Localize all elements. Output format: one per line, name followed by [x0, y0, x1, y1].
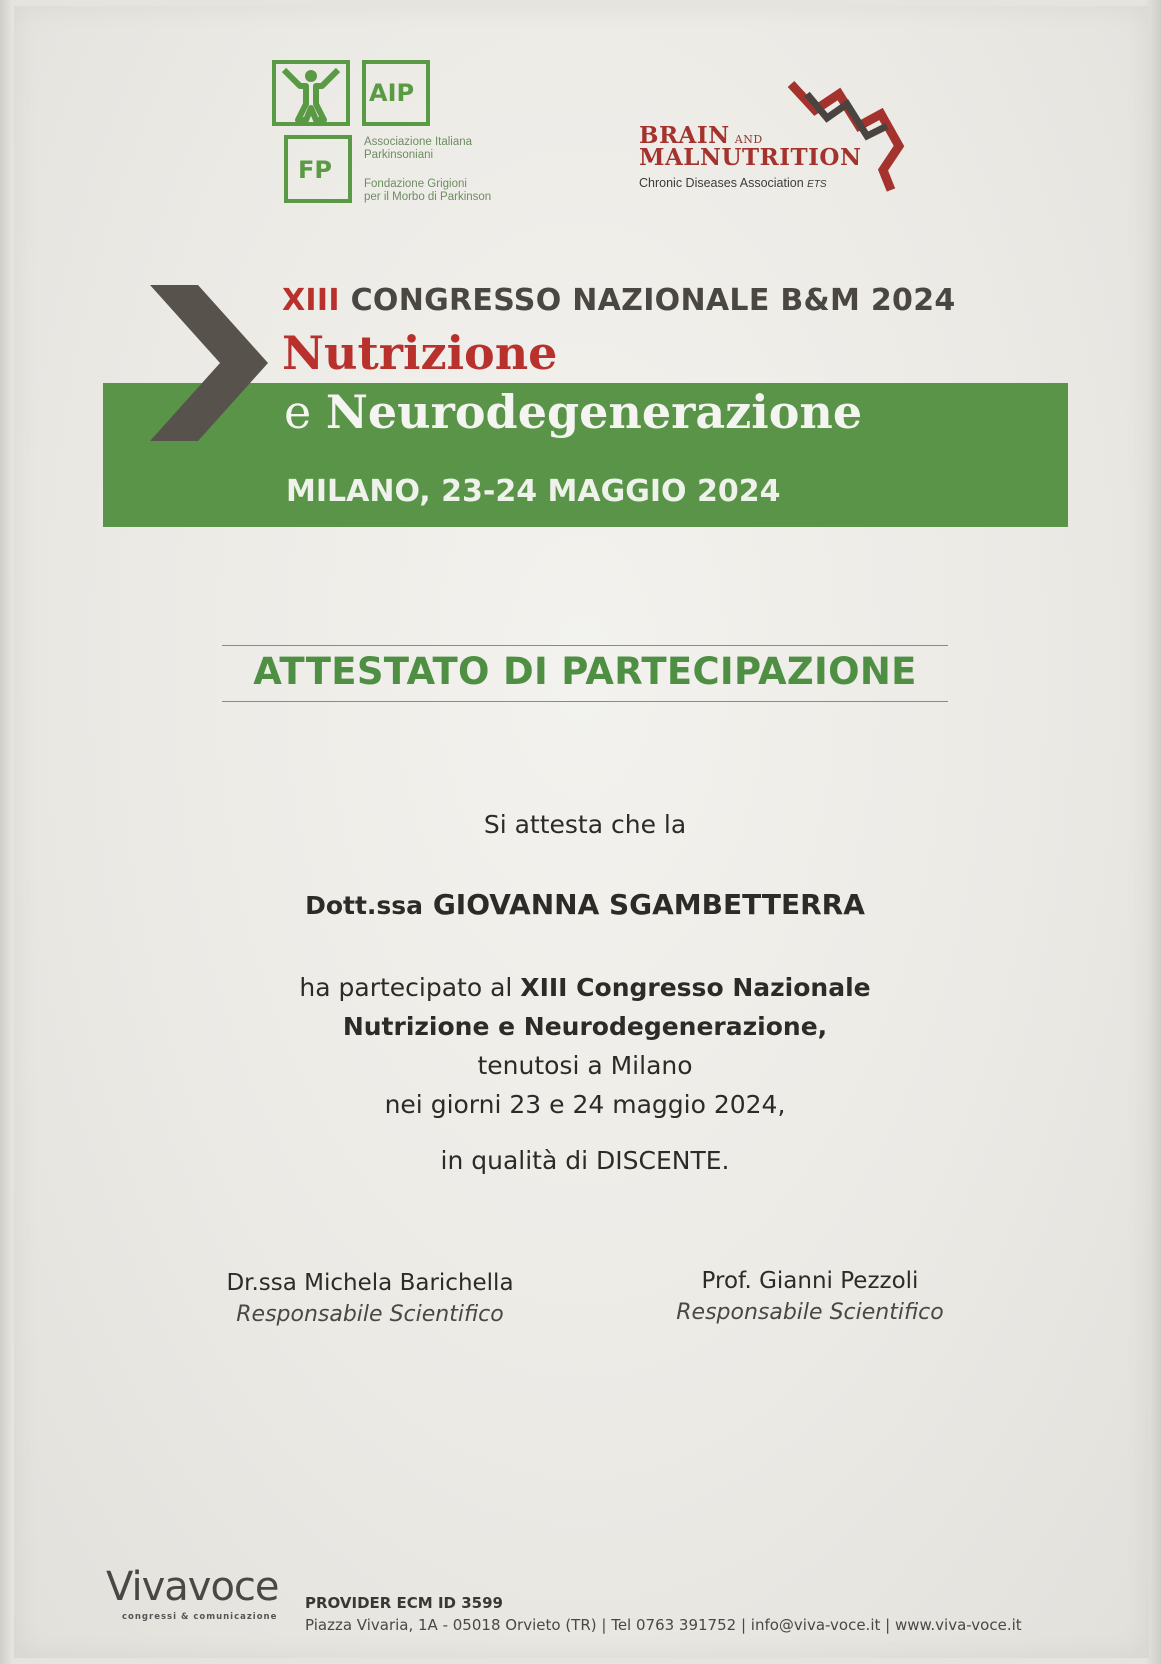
signature-left-name: Dr.ssa Michela Barichella [226, 1270, 514, 1296]
aip-box [362, 60, 430, 126]
aip-association-line1: Associazione Italiana [364, 136, 473, 148]
vivavoce-logo [106, 1562, 296, 1632]
congress-roman: XIII [282, 283, 340, 318]
brain-malnutrition-logo [637, 74, 917, 204]
aip-box-text: AIP [369, 79, 415, 107]
body-line1 [200, 973, 970, 1002]
fp-foundation-line2: per il Morbo di Parkinson [364, 191, 492, 203]
aip-association-line2: Parkinsoniani [364, 149, 434, 161]
signature-right-role: Responsabile Scientifico [676, 1300, 944, 1325]
body-line2: Nutrizione e Neurodegenerazione, [342, 1012, 828, 1041]
body-line5: in qualità di DISCENTE. [440, 1146, 730, 1175]
fp-box [284, 135, 352, 203]
vivavoce-logo-text: Vivavoce [106, 1564, 279, 1610]
title-line1: Nutrizione [282, 326, 558, 380]
congress-line [282, 283, 956, 318]
brain-word: BRAIN [639, 122, 730, 149]
body-line3: tenutosi a Milano [477, 1051, 693, 1080]
brain-subtitle [639, 176, 827, 190]
aip-logo [272, 58, 532, 208]
intro-text: Si attesta che la [483, 810, 687, 839]
recipient-prefix: Dott.ssa [305, 891, 424, 920]
heading-rule-top [222, 645, 948, 646]
and-word: AND [734, 133, 763, 146]
chevron-icon [150, 285, 270, 445]
footer-provider: PROVIDER ECM ID 3599 [305, 1594, 503, 1612]
signature-right [640, 1268, 980, 1325]
parkinson-figure-icon [272, 60, 350, 126]
date-place: MILANO, 23-24 MAGGIO 2024 [286, 474, 781, 509]
signature-right-name: Prof. Gianni Pezzoli [701, 1268, 919, 1294]
body-congress: XIII Congresso Nazionale [520, 973, 871, 1002]
recipient [200, 888, 970, 921]
recipient-name: GIOVANNA SGAMBETTERRA [432, 888, 865, 921]
fp-box-text: FP [298, 156, 332, 184]
brain-subtitle-suffix: ETS [807, 179, 827, 190]
fp-foundation-line1: Fondazione Grigioni [364, 178, 467, 190]
fp-foundation-text [364, 178, 491, 204]
brain-subtitle-main: Chronic Diseases Association [639, 176, 804, 190]
signature-left [200, 1270, 540, 1327]
body-prefix: ha partecipato al [299, 973, 513, 1002]
signature-left-role: Responsabile Scientifico [236, 1302, 504, 1327]
malnutrition-word: MALNUTRITION [639, 144, 862, 171]
heading-rule-bottom [222, 701, 948, 702]
title-line2-main: Neurodegenerazione [325, 385, 863, 439]
vivavoce-logo-sub: congressi & comunicazione [122, 1612, 278, 1622]
congress-name: CONGRESSO NAZIONALE B&M 2024 [350, 283, 956, 318]
body-line4: nei giorni 23 e 24 maggio 2024, [384, 1090, 786, 1119]
certificate-heading: ATTESTATO DI PARTECIPAZIONE [253, 650, 917, 693]
title-line2 [284, 385, 862, 439]
title-line2-prefix: e [284, 385, 312, 439]
footer-address: Piazza Vivaria, 1A - 05018 Orvieto (TR) | Tel 0763 391752 | info@viva-voce.it | www.viva-voce.it [305, 1616, 1022, 1634]
aip-association-text [364, 136, 472, 162]
